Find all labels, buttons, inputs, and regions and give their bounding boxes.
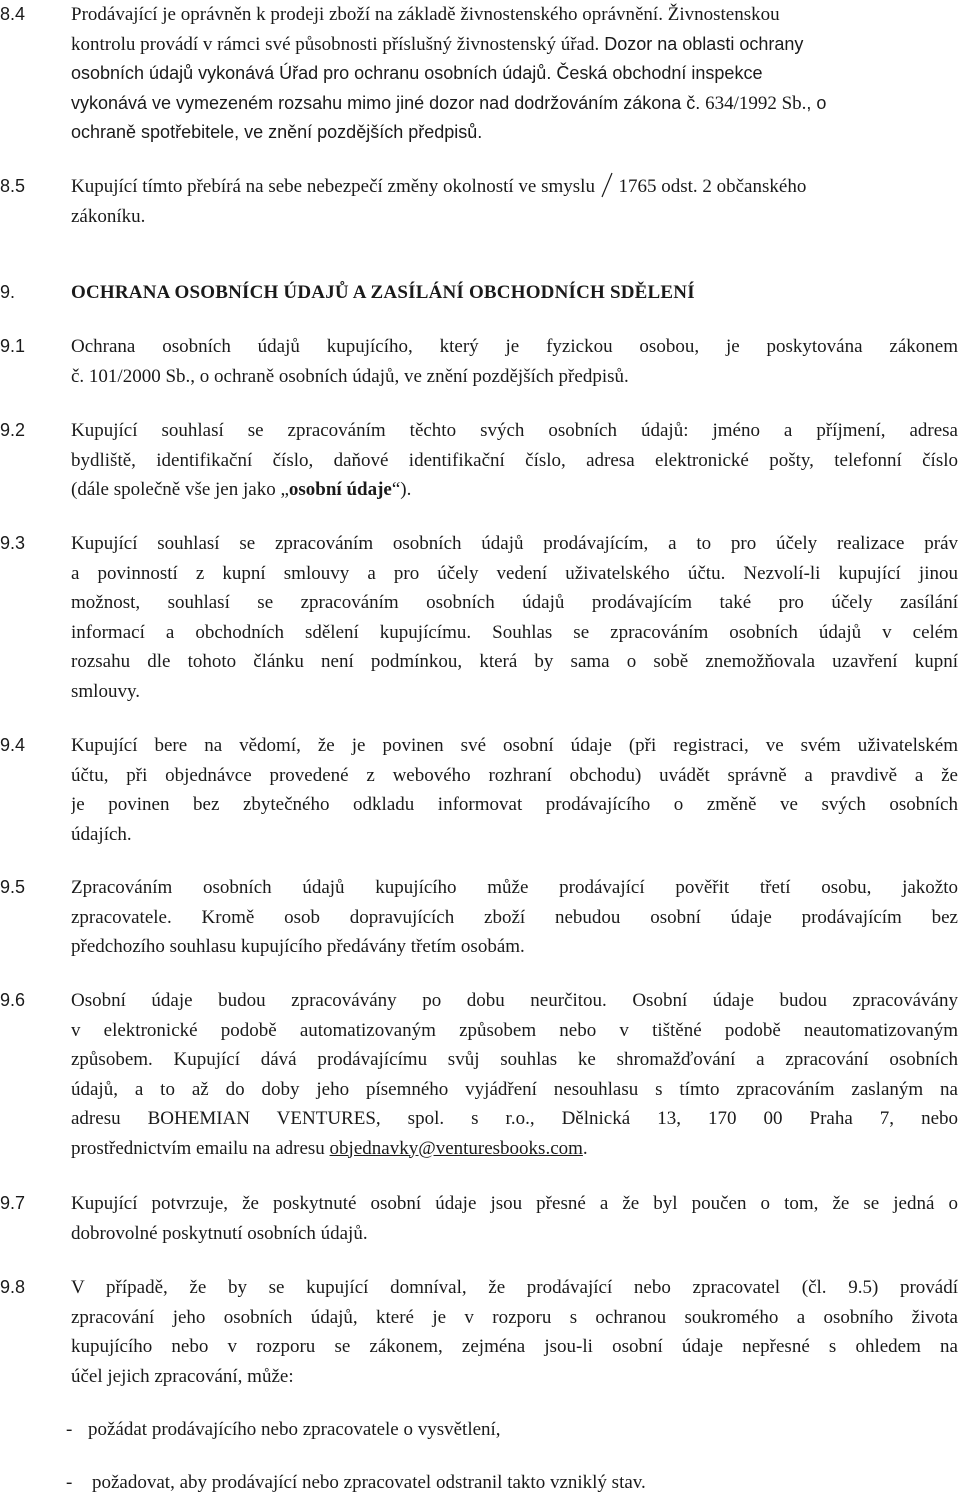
text-line: informací a obchodních sdělení kupujícímu. Souhlas se zpracováním osobních údajů v celém (71, 621, 958, 643)
text-line: v elektronické podobě automatizovaným způsobem nebo v tištěné podobě neautomatizovaným (71, 1019, 958, 1041)
text-line (71, 1134, 958, 1164)
text-line (71, 332, 958, 362)
text-line (71, 475, 958, 505)
text-span: kontrolu provádí v rámci své působnosti příslušný živnostenský úřad. (71, 33, 600, 55)
text-line: údajích. (71, 823, 132, 845)
text-line (71, 202, 958, 232)
text-line: a povinností z kupní smlouvy a pro účely vedení uživatelského účtu. Nezvolí-li kupující jinou (71, 562, 958, 584)
text-line: kupujícího nebo v rozporu se zákonem, zejména jsou-li osobní údaje nepřesné s ohledem na (71, 1336, 958, 1357)
section-text (71, 1189, 958, 1248)
text-span: Kupující tímto přebírá na sebe nebezpečí změny okolností ve smyslu (71, 176, 595, 197)
section-number: 9.2 (0, 420, 26, 440)
text-line: zpracování jeho osobních údajů, které je v rozporu s ochranou soukromého a osobního života (71, 1306, 958, 1328)
section-text (71, 529, 958, 706)
section-text (71, 731, 958, 849)
text-line (71, 172, 958, 202)
text-line: možnost, souhlasí se zpracováním osobních údajů prodávajícím také pro účely zasílání (71, 592, 958, 613)
section-text (71, 172, 958, 231)
section-heading: OCHRANA OSOBNÍCH ÚDAJŮ A ZASÍLÁNÍ OBCHODNÍCH SDĚLENÍ (71, 282, 695, 303)
text-line (71, 89, 958, 119)
text-span: ochraně spotřebitele, ve znění pozdějších předpisů. (71, 122, 483, 142)
text-line (71, 0, 958, 30)
text-line (71, 30, 958, 60)
section-text (71, 416, 958, 505)
text-span: . (582, 1137, 588, 1159)
text-span: bydliště, identifikační číslo, daňové identifikační číslo, adresa elektronické pošty, telefonní číslo (71, 449, 958, 471)
text-line: Kupující souhlasí se zpracováním osobních údajů prodávajícím, a to pro účely realizace práv (71, 533, 958, 554)
section-number: 8.5 (0, 176, 26, 196)
text-span: Ochrana osobních údajů kupujícího, který je fyzickou osobou, je poskytována zákonem (71, 336, 958, 357)
text-line: účel jejich zpracování, může: (71, 1365, 294, 1387)
text-line: předchozího souhlasu kupujícího předávány třetím osobám. (71, 936, 525, 957)
section-number: 9.5 (0, 877, 26, 897)
bullet-marker: - (66, 1472, 73, 1493)
section-number: 9.4 (0, 735, 26, 755)
text-line: Osobní údaje budou zpracovávány po dobu neurčitou. Osobní údaje budou zpracovávány (71, 990, 958, 1011)
text-span: Kupující souhlasí se zpracováním těchto svých osobních údajů: jméno a příjmení, adresa (71, 420, 958, 441)
section-text (71, 332, 958, 391)
text-line: Zpracováním osobních údajů kupujícího může prodávající pověřit třetí osobu, jakožto (71, 877, 958, 898)
bullet-marker: - (66, 1419, 73, 1440)
text-line: smlouvy. (71, 680, 140, 702)
section-text (71, 986, 958, 1163)
email-link[interactable]: objednavky@venturesbooks.com (329, 1137, 583, 1159)
text-line (71, 118, 958, 148)
text-span: “). (391, 479, 412, 500)
text-line: je povinen bez zbytečného odkladu informovat prodávajícího o změně ve svých osobních (71, 794, 958, 815)
text-span: zákoníku. (71, 205, 146, 227)
text-line: Kupující bere na vědomí, že je povinen své osobní údaje (při registraci, ve svém uživatelském (71, 735, 958, 756)
text-line: účtu, při objednávce provedené z webového rozhraní obchodu) uvádět správně a pravdivě a že (71, 764, 958, 786)
section-text (71, 873, 958, 962)
text-span-bold: osobní údaje (288, 479, 392, 500)
section-number: 9.6 (0, 990, 26, 1010)
section-number: 9.8 (0, 1277, 26, 1297)
section-number: 9.7 (0, 1193, 26, 1213)
section-number: 8.4 (0, 4, 26, 24)
text-line: Kupující potvrzuje, že poskytnuté osobní údaje jsou přesné a že byl poučen o tom, že se jedná o (71, 1193, 958, 1214)
text-span: , o ochraně osobních údajů, ve znění pozdějších předpisů. (190, 365, 629, 387)
text-span: vykonává ve vymezeném rozsahu mimo jiné dozor nad dodržováním zákona č. (71, 92, 701, 113)
text-span: 634/1992 Sb. (700, 92, 807, 114)
text-span: prostřednictvím emailu na adresu (71, 1137, 330, 1159)
section-number: 9.1 (0, 336, 26, 356)
text-line: adresu BOHEMIAN VENTURES, spol. s r.o., Dělnická 13, 170 00 Praha 7, nebo (71, 1108, 958, 1129)
text-span: (dále společně vše jen jako „ (71, 479, 289, 500)
section-number: 9.3 (0, 533, 26, 553)
text-span: 1765 odst. 2 občanského (618, 176, 807, 197)
text-line: způsobem. Kupující dává prodávajícímu svůj souhlas ke shromažďování a zpracování osobních (71, 1049, 958, 1070)
text-span: č. 101/2000 Sb. (71, 365, 191, 387)
text-line (71, 446, 958, 476)
text-line: rozsahu dle tohoto článku není podmínkou, která by sama o sobě znemožňovala uzavření kupní (71, 651, 958, 672)
text-span: , o (806, 92, 827, 113)
paragraph-sign-icon (600, 172, 614, 198)
text-span: Dozor na oblasti ochrany (599, 33, 804, 54)
bullet-text: požadovat, aby prodávající nebo zpracovatel odstranil takto vzniklý stav. (92, 1472, 646, 1493)
section-text (71, 1273, 958, 1391)
bullet-text: požádat prodávajícího nebo zpracovatele o vysvětlení, (88, 1419, 501, 1440)
text-span: osobních údajů vykonává Úřad pro ochranu osobních údajů. Česká obchodní inspekce (71, 63, 763, 83)
section-number: 9. (0, 282, 16, 302)
section-text (71, 0, 958, 148)
text-line (71, 416, 958, 446)
text-line: dobrovolné poskytnutí osobních údajů. (71, 1222, 368, 1244)
text-line: V případě, že by se kupující domníval, že prodávající nebo zpracovatel (čl. 9.5) provádí (71, 1277, 958, 1298)
text-span: Prodávající je oprávněn k prodeji zboží na základě živnostenského oprávnění. Živnostenskou (71, 4, 780, 25)
text-line (71, 59, 958, 89)
text-line: zpracovatele. Kromě osob dopravujících zboží nebudou osobní údaje prodávajícím bez (71, 906, 958, 928)
text-line: údajů, a to až do doby jeho písemného vyjádření nesouhlasu s tímto zpracováním zaslaným na (71, 1078, 958, 1100)
text-line (71, 362, 958, 392)
